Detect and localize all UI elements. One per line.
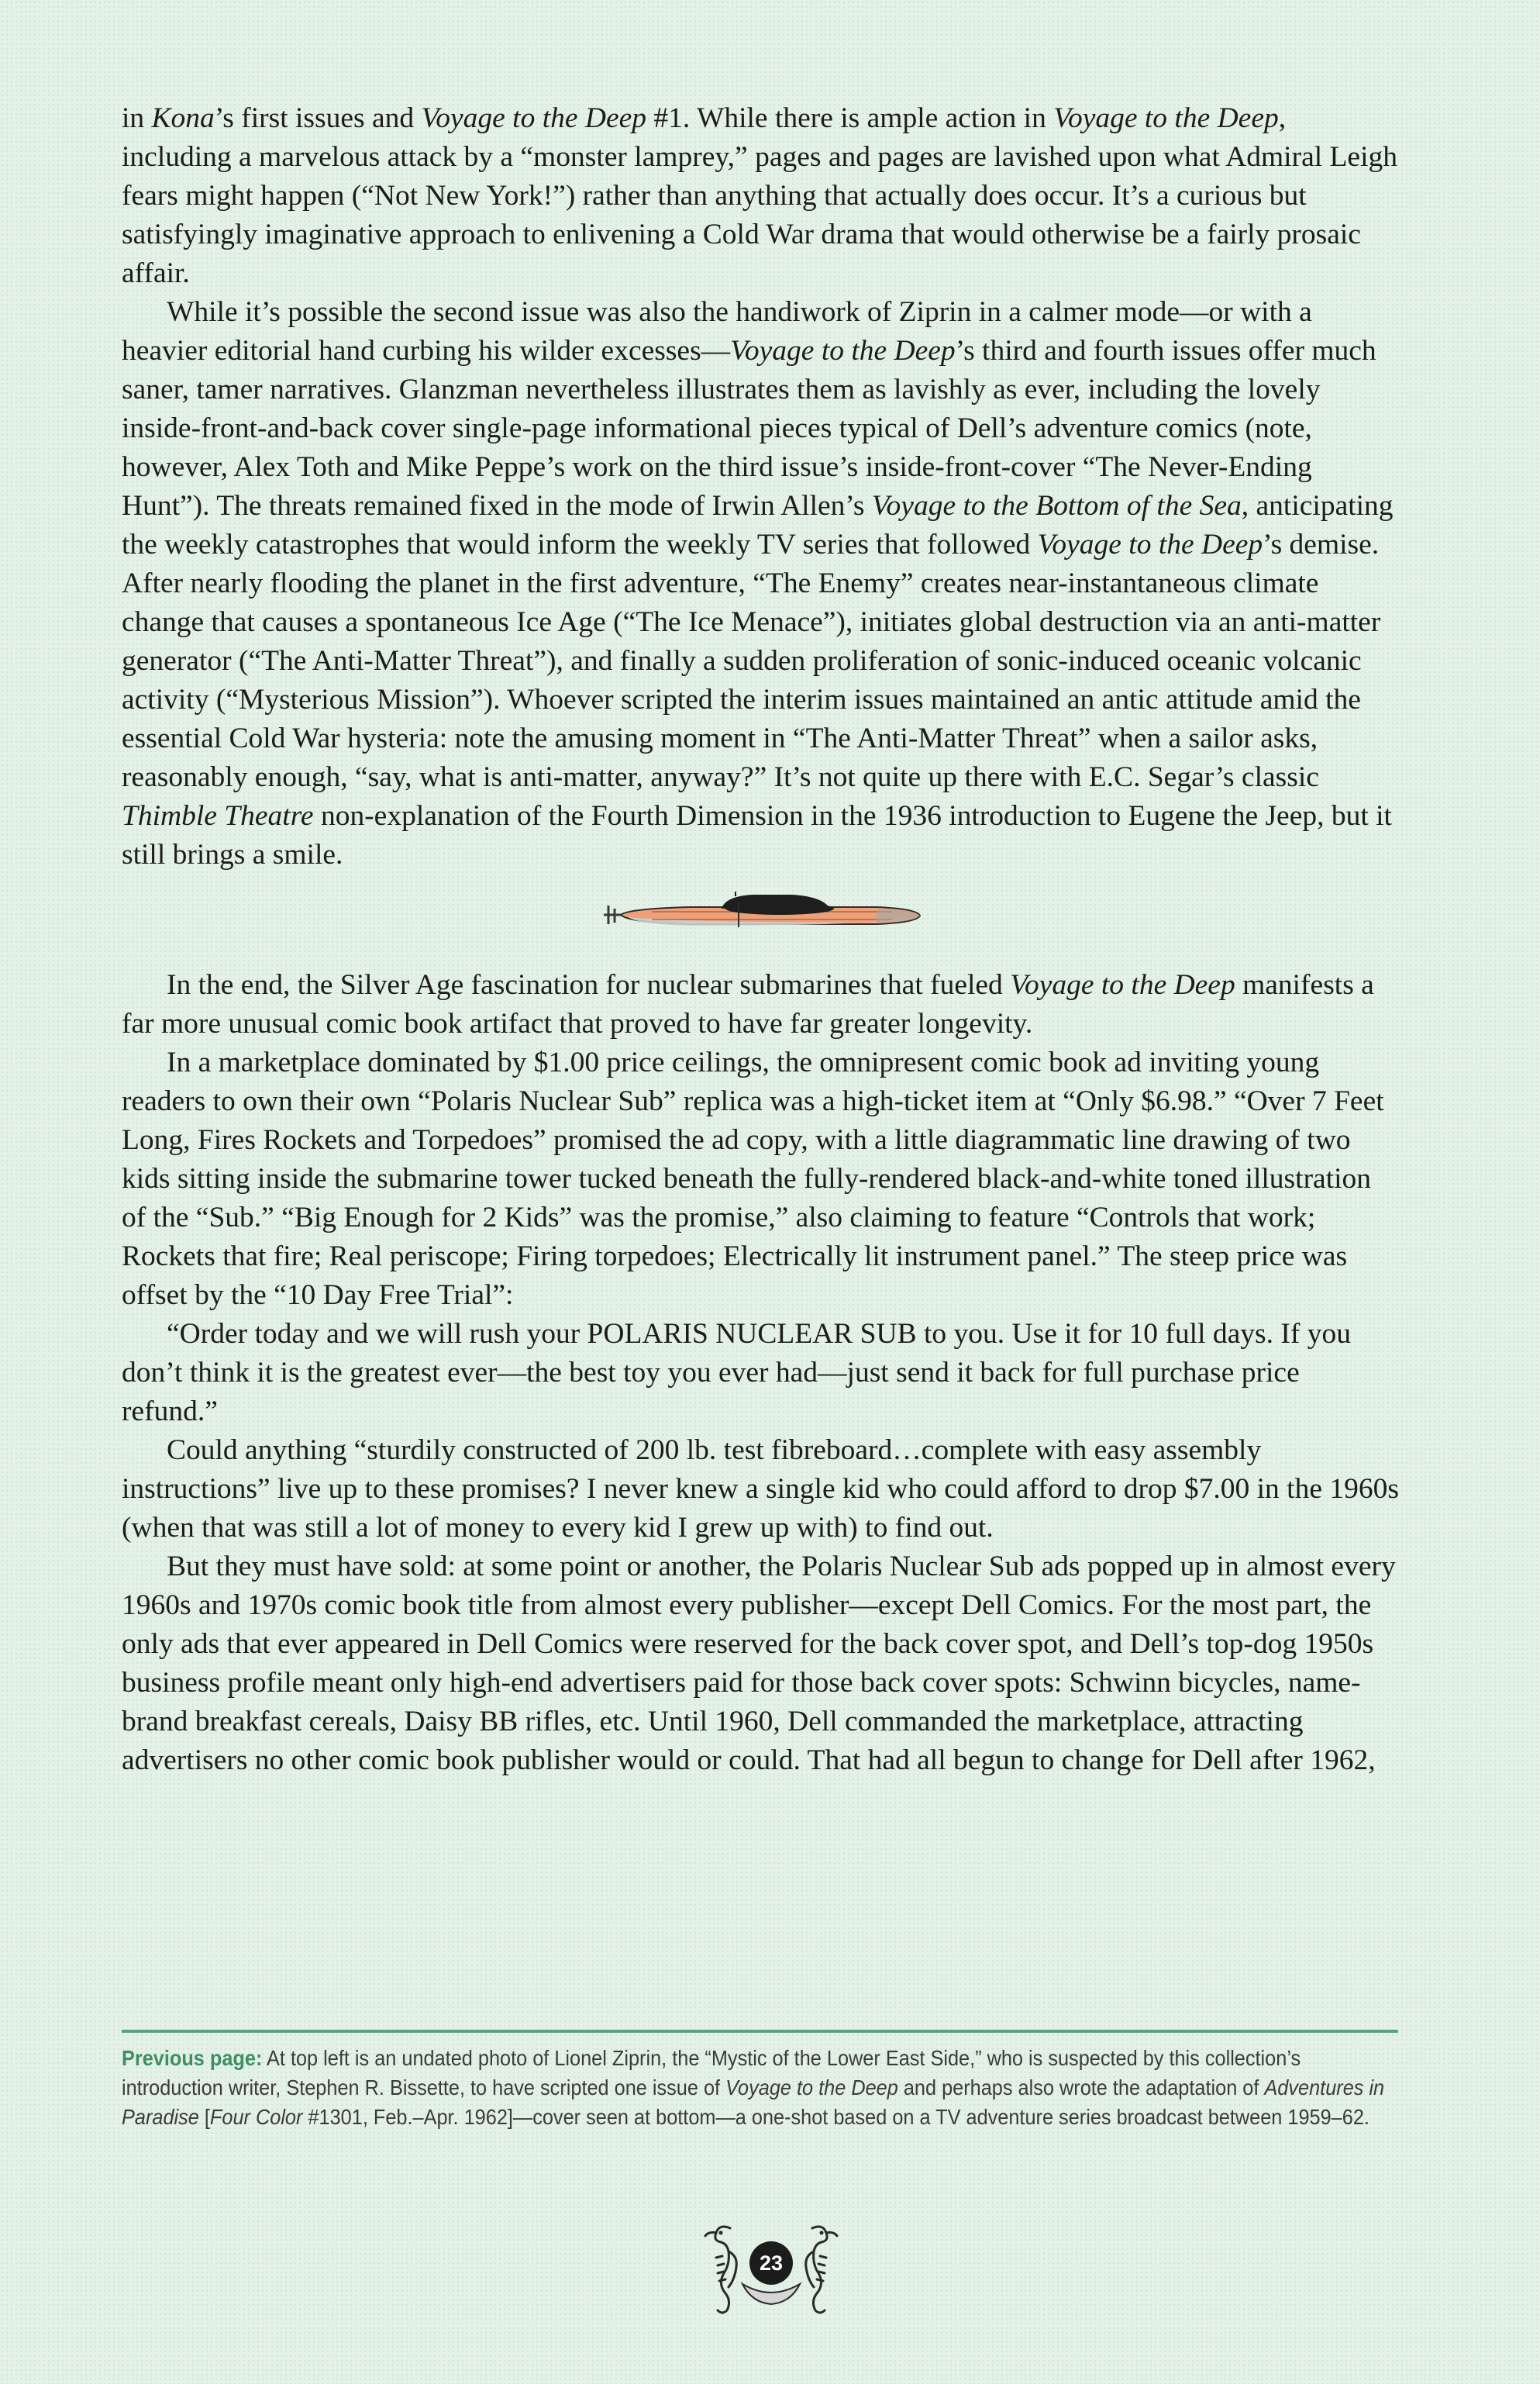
italic-text: Voyage to the Deep	[1010, 969, 1235, 1001]
italic-text: Kona	[151, 102, 215, 134]
text-run: , including a marvelous attack by a “monster lamprey,” pages and pages are lavished upon what Admiral Leigh fears might happen (“Not New York!”) rather than anything that actually does occur. It’s a curious but satisfyingly imaginative approach to enlivening a Cold War drama that would otherwise be a fairly prosaic affair.	[122, 102, 1397, 289]
italic-text: Voyage to the Deep	[725, 2075, 898, 2099]
italic-text: Voyage to the Deep	[421, 102, 646, 134]
text-run: ’s demise. After nearly flooding the planet in the first adventure, “The Enemy” creates near-instantaneous climate change that causes a spontaneous Ice Age (“The Ice Menace”), initiates global destruction via an anti-matter generator (“The Anti-Matter Threat”), and finally a sudden proliferation of sonic-induced oceanic volcanic activity (“Mysterious Mission”). Whoever scripted the interim issues maintained an antic attitude amid the essential Cold War hysteria: note the amusing moment in “The Anti-Matter Threat” when a sailor asks, reasonably enough, “say, what is anti-matter, anyway?” It’s not quite up there with E.C. Segar’s classic	[122, 529, 1381, 793]
text-run: in	[122, 102, 152, 134]
paragraph	[122, 1547, 1399, 1780]
paragraph	[122, 1315, 1399, 1431]
italic-text: Voyage to the Deep	[1037, 529, 1263, 561]
text-run: #1. While there is ample action in	[646, 102, 1054, 134]
text-run: While it’s possible the second issue was also the handiwork of Ziprin in a calmer mode—or with a heavier editorial hand curbing his wilder excesses—	[122, 296, 1312, 367]
paragraph	[122, 1431, 1399, 1547]
article-text	[122, 99, 1399, 1780]
caption-label: Previous page:	[122, 2046, 263, 2070]
paragraph	[122, 966, 1399, 1044]
caption-text	[122, 2046, 1384, 2129]
italic-text: Adventures in Paradise	[122, 2075, 1385, 2129]
text-run: #1301, Feb.–Apr. 1962]—cover seen at bottom—a one-shot based on a TV adventure series broadcast between 1959–62.	[302, 2105, 1369, 2129]
page-folio	[682, 2217, 860, 2318]
text-run: Could anything “sturdily constructed of 200 lb. test fibreboard…complete with easy assembly instructions” live up to these promises? I never knew a single kid who could afford to drop $7.00 in the 1960s (when that was still a lot of money to every kid I grew up with) to find out.	[122, 1434, 1399, 1544]
paragraph	[122, 293, 1399, 875]
text-run: non-explanation of the Fourth Dimension in the 1936 introduction to Eugene the Jeep, but it still brings a smile.	[122, 800, 1392, 871]
italic-text: Thimble Theatre	[122, 800, 314, 832]
text-run: At top left is an undated photo of Lionel Ziprin, the “Mystic of the Lower East Side,” who is suspected by this collection’s introduction writer, Stephen R. Bissette, to have scripted one issue of	[122, 2046, 1301, 2099]
text-run: manifests a far more unusual comic book artifact that proved to have far greater longevity.	[122, 969, 1374, 1040]
paragraph	[122, 1044, 1399, 1315]
section-divider	[122, 892, 1399, 938]
image-caption	[122, 2030, 1398, 2132]
submarine-icon	[598, 892, 923, 938]
italic-text: Four Color	[209, 2105, 303, 2129]
text-run: ’s third and fourth issues offer much saner, tamer narratives. Glanzman nevertheless illustrates them as lavishly as ever, including the lovely inside-front-and-back cover single-page informational pieces typical of Dell’s adventure comics (note, however, Alex Toth and Mike Peppe’s work on the third issue’s inside-front-cover “The Never-Ending Hunt”). The threats remained fixed in the mode of Irwin Allen’s	[122, 335, 1376, 522]
text-run: , anticipating the weekly catastrophes that would inform the weekly TV series that followed	[122, 490, 1394, 561]
text-run: and perhaps also wrote the adaptation of	[897, 2075, 1265, 2099]
italic-text: Voyage to the Deep	[1053, 102, 1279, 134]
page-number: 23	[749, 2241, 793, 2285]
text-run: In a marketplace dominated by $1.00 price ceilings, the omnipresent comic book ad inviting young readers to own their own “Polaris Nuclear Sub” replica was a high-ticket item at “Only $6.98.” “Over 7 Feet Long, Fires Rockets and Torpedoes” promised the ad copy, with a little diagrammatic line drawing of two kids sitting inside the submarine tower tucked beneath the fully-rendered black-and-white toned illustration of the “Sub.” “Big Enough for 2 Kids” was the promise,” also claiming to feature “Controls that work; Rockets that fire; Real periscope; Firing torpedoes; Electrically lit instrument panel.” The steep price was offset by the “10 Day Free Trial”:	[122, 1047, 1384, 1311]
italic-text: Voyage to the Bottom of the Sea	[871, 490, 1242, 522]
italic-text: Voyage to the Deep	[730, 335, 956, 367]
article-body	[122, 99, 1399, 1780]
text-run: ’s first issues and	[214, 102, 422, 134]
paragraph	[122, 99, 1399, 293]
text-run: [	[198, 2105, 210, 2129]
text-run: “Order today and we will rush your POLARIS NUCLEAR SUB to you. Use it for 10 full days. If you don’t think it is the greatest ever—the best toy you ever had—just send it back for full purchase price refund.”	[122, 1318, 1351, 1427]
text-run: But they must have sold: at some point or another, the Polaris Nuclear Sub ads popped up in almost every 1960s and 1970s comic book title from almost every publisher—except Dell Comics. For the most part, the only ads that ever appeared in Dell Comics were reserved for the back cover spot, and Dell’s top-dog 1950s business profile meant only high-end advertisers paid for those back cover spots: Schwinn bicycles, name-brand breakfast cereals, Daisy BB rifles, etc. Until 1960, Dell commanded the marketplace, attracting advertisers no other comic book publisher would or could. That had all begun to change for Dell after 1962,	[122, 1551, 1396, 1776]
text-run: In the end, the Silver Age fascination for nuclear submarines that fueled	[167, 969, 1011, 1001]
